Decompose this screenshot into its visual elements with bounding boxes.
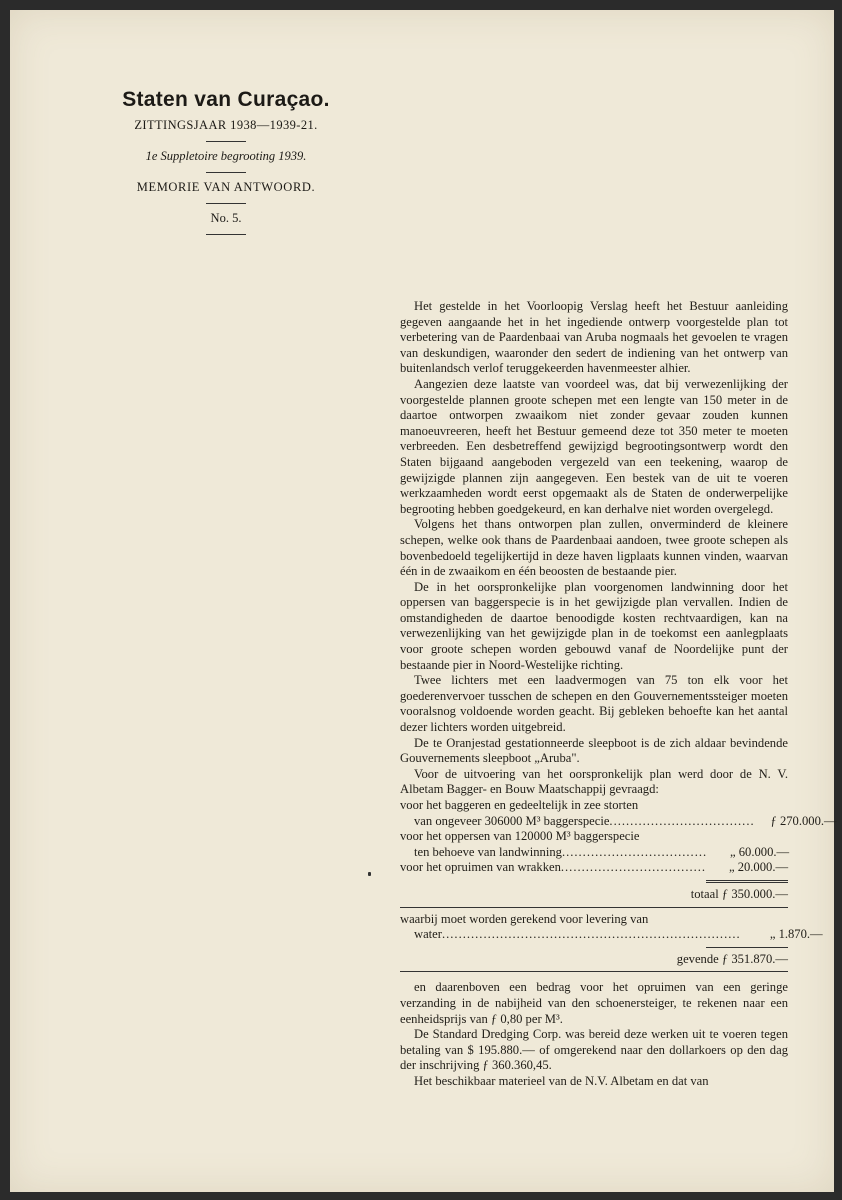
document-page [10, 10, 837, 1192]
cost-label: ten behoeve van landwinning [414, 844, 562, 859]
total-rule [400, 907, 788, 908]
total-rule [706, 880, 788, 883]
ink-speck [368, 872, 371, 876]
paragraph: De te Oranjestad gestationneerde sleepboot is de zich aldaar bevindende Gouvernements sleepboot „Aruba". [400, 735, 788, 766]
leader-dots: ........................................................................ [441, 927, 741, 942]
total-rule [706, 947, 788, 948]
cost-amount: „ 20.000.— [728, 860, 789, 875]
paragraph: Het gestelde in het Voorloopig Verslag heeft het Bestuur aanleiding gegeven aangaande het in het ingediende ontwerp voorgestelde plan tot verbetering van de Paardenbaai van Aruba nogmaals het gevoelen te vragen van deskundigen, waaronder den sedert de indiening van het ontwerp van buitenlandsch verlof teruggekeerden havenmeester alhier. [400, 299, 788, 376]
cost-line [400, 927, 823, 943]
paragraph: Aangezien deze laatste van voordeel was, dat bij verwezenlijking der voorgestelde plannen groote schepen met een lengte van 150 meter in de daartoe ontworpen zwaaikom niet zonder gevaar zouden kunnen manoeuvreeren, heeft het Bestuur gemeend deze tot 350 meter te moeten verbreeden. Een desbetreffend gewijzigd begrootingsontwerp wordt den Staten bijgaand aangeboden vergezeld van een teekening, waarop de gewijzigde plannen zijn aangegeven. Een bestek van de uit te voeren werkzaamheden wordt eerst opgemaakt als de Staten de onderwerpelijke begrooting hebben goedgekeurd, en kan derhalve niet worden overgelegd. [400, 376, 788, 516]
cost-label: water [414, 927, 442, 942]
document-header [10, 88, 442, 242]
supplementary-budget: 1e Suppletoire begrooting 1939. [145, 149, 307, 163]
total-rule [400, 971, 788, 972]
cost-line [400, 845, 788, 861]
cost-label: voor het opruimen van wrakken [400, 860, 561, 875]
paragraph: Voor de uitvoering van het oorspronkelijk plan werd door de N. V. Albetam Bagger- en Bouw Maatschappij gevraagd: [400, 766, 788, 797]
leader-dots: ................................... [560, 860, 707, 875]
total-amount: totaal ƒ 350.000.— [690, 886, 788, 901]
session-year: ZITTINGSJAAR 1938—1939-21. [134, 118, 318, 132]
cost-line: waarbij moet worden gerekend voor levering van [400, 911, 649, 926]
paragraph: De in het oorspronkelijke plan voorgenomen landwinning door het oppersen van baggerspecie is in het gewijzigde plan vervallen. Indien de omstandigheden de daartoe benoodigde kosten rechtvaardigen, kan na verwezenlijking van het gewijzigde plan in de toekomst een aanlegplaats voor groote schepen worden gebouwd vanaf de Noordelijke punt der bestaande pier in Noord-Westelijke richting. [400, 579, 788, 672]
divider [206, 203, 246, 204]
document-title: Staten van Curaçao. [122, 88, 330, 111]
cost-line: voor het baggeren en gedeeltelijk in zee storten [400, 798, 639, 812]
body-text [400, 299, 837, 1090]
paragraph: Het beschikbaar materieel van de N.V. Albetam en dat van [414, 1073, 709, 1088]
grand-total-amount: gevende ƒ 351.870.— [676, 951, 788, 966]
paragraph: en daarenboven een bedrag voor het opruimen van een geringe verzanding in de nabijheid van den schoenersteiger, te rekenen naar een eenheidsprijs van ƒ 0,80 per M³. [400, 980, 788, 1026]
cost-line [400, 860, 788, 876]
cost-table [400, 798, 837, 972]
divider [206, 234, 246, 235]
paragraph: De Standard Dredging Corp. was bereid deze werken uit te voeren tegen betaling van $ 195.880.— of omgerekend naar den dollarkoers op den dag der inschrijving ƒ 360.360,45. [400, 1027, 788, 1073]
paragraph: Twee lichters met een laadvermogen van 75 ton elk voor het goederenvervoer tusschen de schepen en den Gouvernementssteiger moeten vooralsnog voldoende worden geacht. Bij gebleken behoefte kan het aantal dezer lichters worden uitgebreid. [400, 673, 788, 735]
divider [206, 172, 246, 173]
cost-label: van ongeveer 306000 M³ baggerspecie [414, 813, 610, 828]
document-number: No. 5. [210, 211, 242, 225]
cost-amount: ƒ 270.000.— [770, 813, 837, 828]
cost-amount: „ 1.870.— [769, 927, 823, 942]
leader-dots: ................................... [561, 844, 708, 859]
memorie-heading: MEMORIE VAN ANTWOORD. [136, 180, 316, 194]
cost-line [400, 813, 837, 830]
cost-amount: „ 60.000.— [730, 844, 790, 859]
divider [206, 141, 246, 142]
cost-line: voor het oppersen van 120000 M³ baggerspecie [400, 829, 640, 844]
paragraph: Volgens het thans ontworpen plan zullen, onverminderd de kleinere schepen, welke ook thans de Paardenbaai aandoen, twee groote schepen als bovenbedoeld tegelijkertijd in deze haven ligplaats kunnen vinden, waarvan één in de zwaaikom en één beoosten de bestaande pier. [400, 517, 788, 579]
leader-dots: ................................... [609, 813, 755, 828]
